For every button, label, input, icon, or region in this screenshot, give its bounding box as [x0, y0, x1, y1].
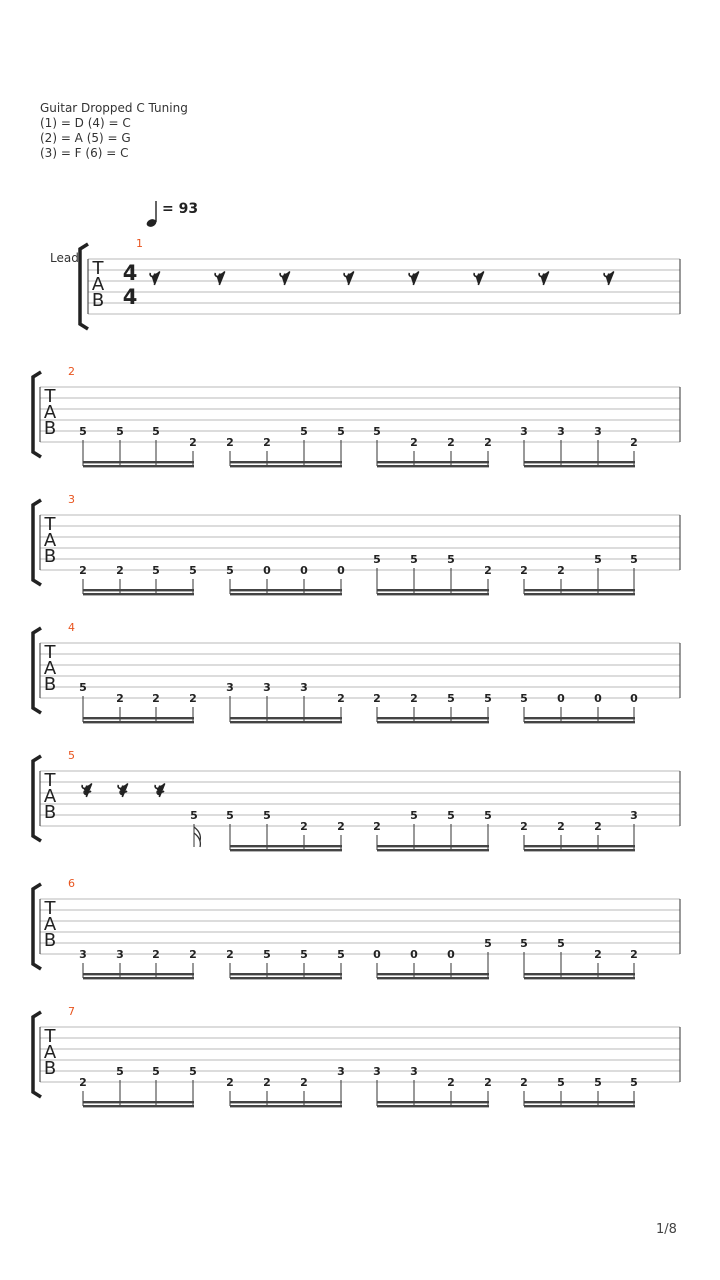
tab-clef-letter: T [92, 258, 104, 279]
measure-number: 7 [68, 1005, 75, 1018]
track-label: Lead [50, 251, 79, 265]
fret-number: 5 [630, 553, 638, 566]
tab-clef-letter: T [44, 642, 56, 663]
tab-clef-letter: B [43, 1058, 57, 1079]
beam [377, 977, 489, 979]
beam [230, 465, 342, 467]
tuning-line: (3) = F (6) = C [40, 146, 129, 160]
fret-number: 2 [630, 436, 638, 449]
beam [377, 465, 489, 467]
fret-number: 3 [557, 425, 565, 438]
tuning-title: Guitar Dropped C Tuning [40, 101, 188, 115]
beam [524, 589, 635, 591]
beam [230, 721, 342, 723]
fret-number: 3 [263, 681, 271, 694]
measure-number: 6 [68, 877, 75, 890]
fret-number: 5 [190, 809, 198, 822]
fret-number: 2 [447, 436, 455, 449]
fret-number: 2 [300, 1076, 308, 1089]
fret-number: 5 [484, 692, 492, 705]
fret-number: 2 [520, 1076, 528, 1089]
tab-clef-letter: A [43, 402, 57, 423]
fret-number: 3 [630, 809, 638, 822]
fret-number: 5 [557, 937, 565, 950]
fret-number: 5 [79, 681, 87, 694]
beam [377, 461, 489, 463]
beam [230, 589, 342, 591]
fret-number: 5 [373, 425, 381, 438]
tab-clef-letter: T [44, 770, 56, 791]
measure-number: 2 [68, 365, 75, 378]
time-signature-top: 4 [122, 261, 138, 285]
fret-number: 3 [594, 425, 602, 438]
fret-number: 0 [373, 948, 381, 961]
eighth-rest [215, 272, 224, 285]
tab-clef-letter: B [43, 930, 57, 951]
fret-number: 5 [152, 1065, 160, 1078]
fret-number: 2 [484, 564, 492, 577]
fret-number: 5 [189, 1065, 197, 1078]
beam [377, 1101, 489, 1103]
fret-number: 2 [447, 1076, 455, 1089]
system-bracket [80, 244, 88, 329]
beam [524, 461, 635, 463]
eighth-rest [344, 272, 353, 285]
eighth-rest [150, 272, 159, 285]
fret-number: 3 [79, 948, 87, 961]
sixteenth-rest [155, 784, 164, 797]
fret-number: 2 [557, 564, 565, 577]
fret-number: 0 [263, 564, 271, 577]
beam [230, 1101, 342, 1103]
beam [230, 1105, 342, 1107]
beam [524, 845, 635, 847]
tab-clef-letter: A [43, 658, 57, 679]
beam [377, 845, 489, 847]
beam [377, 717, 489, 719]
beam [83, 461, 194, 463]
tab-clef-letter: B [43, 418, 57, 439]
beam [524, 1101, 635, 1103]
tab-clef-letter: T [44, 1026, 56, 1047]
fret-number: 2 [226, 948, 234, 961]
beam [377, 1105, 489, 1107]
beam [230, 973, 342, 975]
fret-number: 2 [116, 692, 124, 705]
fret-number: 5 [447, 553, 455, 566]
fret-number: 5 [594, 553, 602, 566]
fret-number: 5 [337, 425, 345, 438]
fret-number: 5 [594, 1076, 602, 1089]
beam [377, 589, 489, 591]
beam [230, 461, 342, 463]
fret-number: 2 [189, 948, 197, 961]
tuning-line: (1) = D (4) = C [40, 116, 131, 130]
beam [524, 465, 635, 467]
fret-number: 0 [447, 948, 455, 961]
fret-number: 2 [226, 436, 234, 449]
measure-number: 4 [68, 621, 75, 634]
fret-number: 2 [630, 948, 638, 961]
tab-clef-letter: A [43, 1042, 57, 1063]
beam [83, 721, 194, 723]
fret-number: 3 [337, 1065, 345, 1078]
fret-number: 5 [79, 425, 87, 438]
fret-number: 3 [410, 1065, 418, 1078]
fret-number: 2 [557, 820, 565, 833]
beam [524, 593, 635, 595]
fret-number: 0 [410, 948, 418, 961]
beam [524, 1105, 635, 1107]
fret-number: 3 [300, 681, 308, 694]
fret-number: 5 [630, 1076, 638, 1089]
fret-number: 2 [152, 948, 160, 961]
fret-number: 2 [263, 436, 271, 449]
fret-number: 5 [520, 692, 528, 705]
tab-clef-letter: A [43, 786, 57, 807]
beam [83, 1101, 194, 1103]
fret-number: 2 [152, 692, 160, 705]
fret-number: 3 [373, 1065, 381, 1078]
eighth-rest [539, 272, 548, 285]
beam [377, 593, 489, 595]
fret-number: 5 [300, 948, 308, 961]
beam [524, 849, 635, 851]
tab-clef-letter: B [91, 290, 105, 311]
fret-number: 5 [152, 564, 160, 577]
beam [524, 721, 635, 723]
fret-number: 2 [594, 820, 602, 833]
fret-number: 2 [226, 1076, 234, 1089]
measure-number: 3 [68, 493, 75, 506]
fret-number: 2 [337, 820, 345, 833]
fret-number: 2 [410, 436, 418, 449]
tab-clef-letter: T [44, 386, 56, 407]
tab-clef-letter: T [44, 514, 56, 535]
eighth-rest [280, 272, 289, 285]
beam [83, 589, 194, 591]
beam [230, 849, 342, 851]
tab-clef-letter: A [91, 274, 105, 295]
beam [524, 977, 635, 979]
fret-number: 2 [484, 436, 492, 449]
fret-number: 0 [337, 564, 345, 577]
fret-number: 3 [226, 681, 234, 694]
tab-clef-letter: A [43, 914, 57, 935]
measure-number: 5 [68, 749, 75, 762]
fret-number: 2 [373, 692, 381, 705]
fret-number: 2 [300, 820, 308, 833]
tempo-value: = 93 [162, 201, 199, 217]
fret-number: 2 [594, 948, 602, 961]
fret-number: 5 [337, 948, 345, 961]
fret-number: 2 [337, 692, 345, 705]
time-signature-bottom: 4 [122, 285, 138, 309]
fret-number: 5 [447, 809, 455, 822]
sixteenth-rest [82, 784, 91, 797]
beam [83, 977, 194, 979]
fret-number: 2 [410, 692, 418, 705]
beam [524, 717, 635, 719]
page-number: 1/8 [656, 1222, 677, 1237]
beam [377, 973, 489, 975]
sixteenth-rest [118, 784, 127, 797]
fret-number: 0 [300, 564, 308, 577]
tab-clef-letter: B [43, 674, 57, 695]
fret-number: 2 [263, 1076, 271, 1089]
note-flag [194, 827, 200, 847]
eighth-rest [474, 272, 483, 285]
fret-number: 5 [300, 425, 308, 438]
fret-number: 0 [630, 692, 638, 705]
fret-number: 0 [594, 692, 602, 705]
beam [230, 717, 342, 719]
fret-number: 2 [79, 564, 87, 577]
tab-clef-letter: B [43, 546, 57, 567]
eighth-rest [409, 272, 418, 285]
beam [230, 977, 342, 979]
fret-number: 5 [484, 809, 492, 822]
fret-number: 5 [116, 425, 124, 438]
fret-number: 2 [189, 436, 197, 449]
fret-number: 5 [226, 809, 234, 822]
beam [83, 717, 194, 719]
fret-number: 5 [410, 553, 418, 566]
fret-number: 5 [263, 809, 271, 822]
tab-clef-letter: B [43, 802, 57, 823]
eighth-rest [604, 272, 613, 285]
beam [83, 973, 194, 975]
fret-number: 5 [152, 425, 160, 438]
fret-number: 2 [79, 1076, 87, 1089]
fret-number: 2 [189, 692, 197, 705]
beam [377, 721, 489, 723]
fret-number: 2 [484, 1076, 492, 1089]
beam [230, 593, 342, 595]
tab-clef-letter: A [43, 530, 57, 551]
fret-number: 2 [373, 820, 381, 833]
beam [377, 849, 489, 851]
fret-number: 2 [116, 564, 124, 577]
fret-number: 5 [557, 1076, 565, 1089]
fret-number: 5 [520, 937, 528, 950]
tab-clef-letter: T [44, 898, 56, 919]
fret-number: 0 [557, 692, 565, 705]
beam [230, 845, 342, 847]
fret-number: 3 [116, 948, 124, 961]
fret-number: 5 [226, 564, 234, 577]
fret-number: 5 [484, 937, 492, 950]
tuning-line: (2) = A (5) = G [40, 131, 131, 145]
beam [524, 973, 635, 975]
beam [83, 465, 194, 467]
beam [83, 593, 194, 595]
measure-number: 1 [136, 237, 143, 250]
fret-number: 5 [447, 692, 455, 705]
fret-number: 2 [520, 820, 528, 833]
fret-number: 5 [263, 948, 271, 961]
fret-number: 5 [116, 1065, 124, 1078]
beam [83, 1105, 194, 1107]
fret-number: 3 [520, 425, 528, 438]
fret-number: 5 [189, 564, 197, 577]
fret-number: 5 [373, 553, 381, 566]
fret-number: 2 [520, 564, 528, 577]
fret-number: 5 [410, 809, 418, 822]
